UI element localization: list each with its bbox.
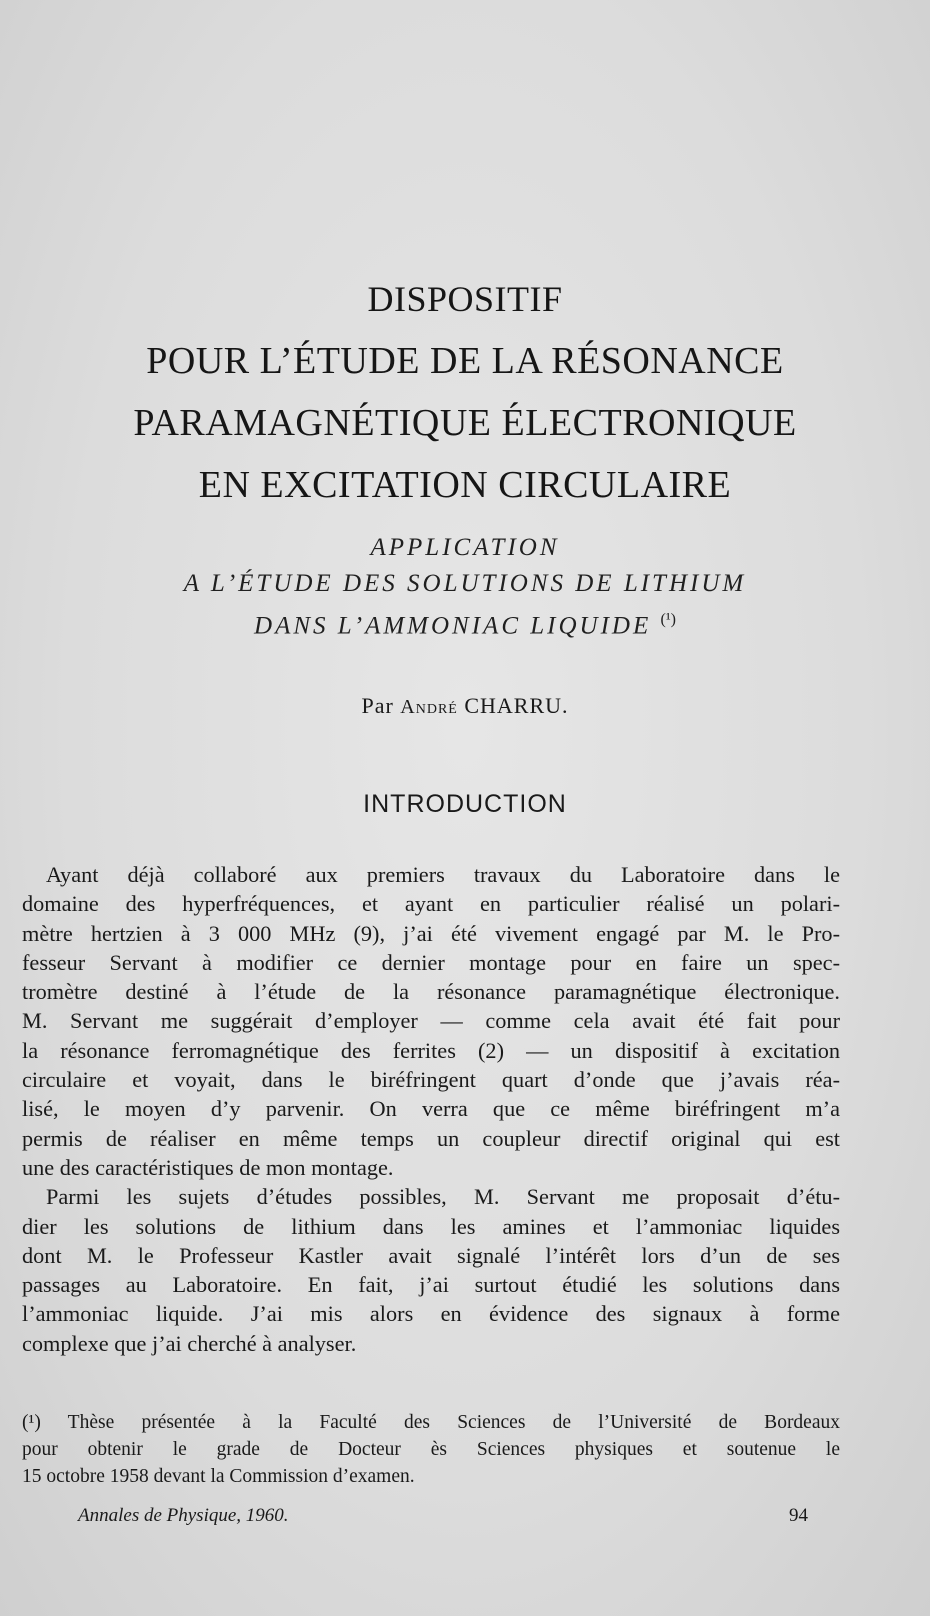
text-line: une des caractéristiques de mon montage. xyxy=(22,1154,394,1180)
text-line: permis de réaliser en même temps un coupleur directif original qui est xyxy=(22,1125,840,1151)
text-line: Ayant déjà collaboré aux premiers travaux du Laboratoire dans le xyxy=(46,862,840,887)
text-line: tromètre destiné à l’étude de la résonance paramagnétique électronique. xyxy=(22,979,840,1005)
text-line: passages au Laboratoire. En fait, j’ai surtout étudié les solutions dans xyxy=(22,1272,840,1298)
paragraph-1 xyxy=(22,860,840,1182)
footnote-line: 15 octobre 1958 devant la Commission d’examen. xyxy=(22,1466,415,1487)
title-line-4: EN EXCITATION CIRCULAIRE xyxy=(198,464,732,506)
section-heading: INTRODUCTION xyxy=(363,790,567,818)
text-line: lisé, le moyen d’y parvenir. On verra que ce même biréfringent m’a xyxy=(22,1096,840,1122)
page-footer xyxy=(78,1505,808,1527)
author-prefix: Par xyxy=(361,693,394,718)
journal-reference: Annales de Physique, 1960. xyxy=(78,1505,289,1526)
footnote-line: pour obtenir le grade de Docteur ès Sciences physiques et soutenue le xyxy=(22,1439,840,1460)
text-line: domaine des hyperfréquences, et ayant en particulier réalisé un polari- xyxy=(22,891,840,917)
text-line: la résonance ferromagnétique des ferrites (2) — un dispositif à excitation xyxy=(22,1037,840,1063)
subtitle-line-1: APPLICATION xyxy=(370,534,560,561)
text-line: M. Servant me suggérait d’employer — comme cela avait été fait pour xyxy=(22,1008,840,1034)
author-first-name: André xyxy=(400,696,458,718)
text-line: mètre hertzien à 3 000 MHz (9), j’ai été vivement engagé par M. le Pro- xyxy=(22,920,840,946)
page-number: 94 xyxy=(789,1505,808,1526)
text-line: fesseur Servant à modifier ce dernier montage pour en faire un spec- xyxy=(22,949,840,975)
text-line: dont M. le Professeur Kastler avait signalé l’intérêt lors d’un de ses xyxy=(22,1242,840,1268)
text-line: complexe que j’ai cherché à analyser. xyxy=(22,1330,357,1356)
title-line-1: DISPOSITIF xyxy=(367,279,563,319)
title-line-2: POUR L’ÉTUDE DE LA RÉSONANCE xyxy=(146,340,784,382)
title-block xyxy=(0,268,930,516)
text-line: l’ammoniac liquide. J’ai mis alors en évidence des signaux à forme xyxy=(22,1301,840,1327)
subtitle-block xyxy=(0,530,930,644)
text-line: dier les solutions de lithium dans les amines et l’ammoniac liquides xyxy=(22,1213,840,1239)
body-text xyxy=(22,860,840,1358)
author-last-name: CHARRU. xyxy=(464,693,569,718)
footnote xyxy=(22,1409,840,1490)
paragraph-2 xyxy=(22,1182,840,1358)
subtitle-line-3-wrap xyxy=(0,602,930,644)
text-line: Parmi les sujets d’études possibles, M. Servant me proposait d’étu- xyxy=(46,1184,840,1210)
subtitle-line-3: DANS L’AMMONIAC LIQUIDE xyxy=(254,612,652,640)
footnote-line: (¹) Thèse présentée à la Faculté des Sciences de l’Université de Bordeaux xyxy=(22,1412,840,1433)
footnote-mark: (¹) xyxy=(660,611,676,628)
title-line-3: PARAMAGNÉTIQUE ÉLECTRONIQUE xyxy=(133,402,797,444)
author-line xyxy=(0,693,930,719)
text-line: circulaire et voyait, dans le biréfringent quart d’onde que j’avais réa- xyxy=(22,1067,840,1093)
subtitle-line-2: A L’ÉTUDE DES SOLUTIONS DE LITHIUM xyxy=(183,570,747,597)
